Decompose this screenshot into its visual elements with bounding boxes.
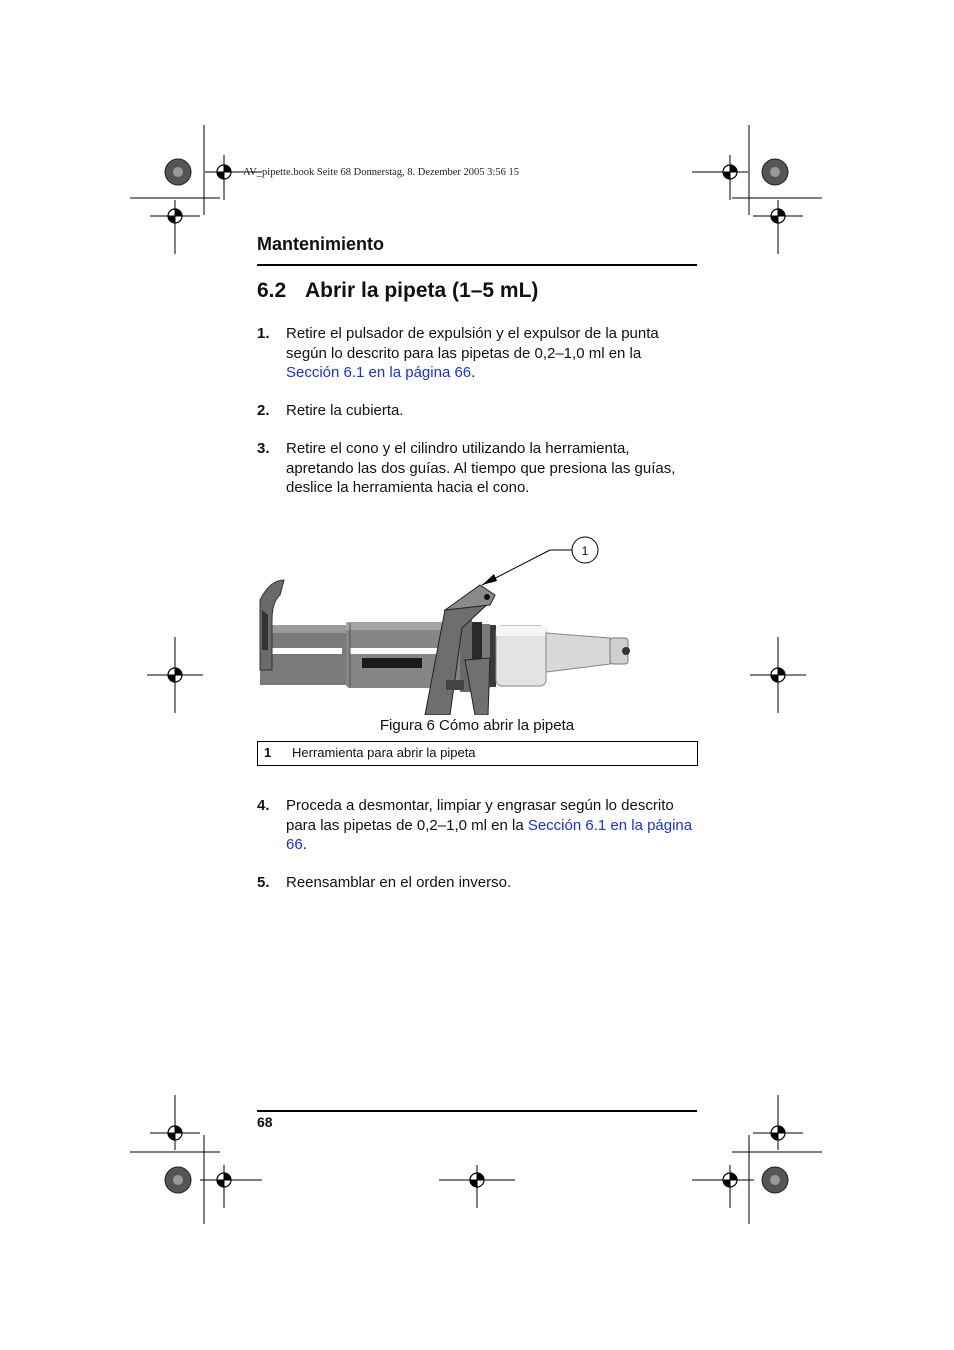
step-number: 5. [257, 874, 270, 891]
step-text: Retire el cono y el cilindro utilizando la herramienta, apretando las dos guías. Al tiempo que presiona las guías, deslice la herramienta hacia el cono. [286, 440, 676, 496]
step-text: Retire el pulsador de expulsión y el expulsor de la punta según lo descrito para las pipetas de 0,2–1,0 ml en la [286, 325, 659, 362]
step-number: 3. [257, 440, 270, 457]
step-2 [257, 401, 697, 421]
section-link[interactable]: Sección 6.1 en la página 66 [286, 364, 472, 381]
section-header: Mantenimiento [257, 234, 385, 254]
step-4 [257, 796, 697, 855]
section-link[interactable]: Sección 6.1 en la página 66 [286, 816, 693, 853]
legend-value: Herramienta para abrir la pipeta [292, 745, 476, 760]
step-number: 4. [257, 797, 270, 814]
step-text-end: . [302, 836, 307, 853]
step-text: Reensamblar en el orden inverso. [286, 874, 512, 891]
step-5 [257, 873, 697, 893]
step-text-end: . [471, 364, 476, 381]
heading-number: 6.2 [257, 279, 287, 302]
step-number: 2. [257, 402, 270, 419]
step-text: Retire la cubierta. [286, 402, 404, 419]
step-number: 1. [257, 325, 270, 342]
pipette-opening-illustration [250, 530, 650, 715]
header-rule [257, 264, 697, 266]
figure-legend [257, 741, 698, 766]
figure-caption: Figura 6 Cómo abrir la pipeta [379, 717, 575, 734]
step-text: Proceda a desmontar, limpiar y engrasar según lo descrito para las pipetas de 0,2–1,0 ml en la [286, 797, 674, 834]
heading-title: Abrir la pipeta (1–5 mL) [305, 279, 539, 302]
footer-rule [257, 1110, 697, 1112]
step-3 [257, 439, 697, 498]
print-info-slug: AV_pipette.book Seite 68 Donnerstag, 8. Dezember 2005 3:56 15 [243, 167, 519, 178]
legend-key: 1 [264, 745, 272, 760]
step-1 [257, 324, 697, 383]
callout-label: 1 [581, 544, 589, 558]
section-heading [257, 279, 538, 303]
page-number: 68 [257, 1114, 273, 1130]
